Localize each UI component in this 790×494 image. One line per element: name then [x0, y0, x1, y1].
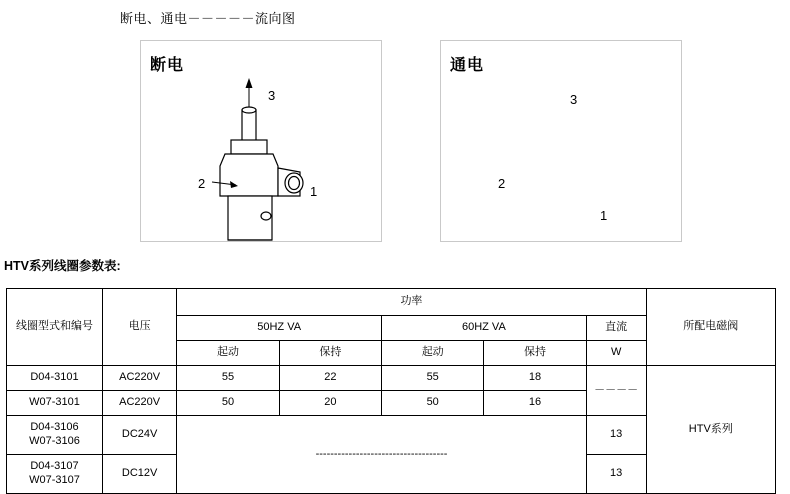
header-60hz-hold: 保持: [484, 341, 586, 366]
cell-model: W07-3101: [7, 391, 103, 416]
header-valve: 所配电磁阀: [646, 289, 775, 366]
header-power: 功率: [177, 289, 646, 316]
label-port1-right: 1: [600, 208, 608, 223]
table-row: [7, 366, 776, 391]
valve-left: [212, 78, 303, 240]
cell-voltage: DC12V: [102, 455, 176, 494]
cell-model: [7, 416, 103, 455]
header-dc-unit: W: [586, 341, 646, 366]
cell-valve-series: HTV系列: [646, 366, 775, 494]
cell-50hz-hold: 22: [279, 366, 381, 391]
table-header-row-1: [7, 289, 776, 316]
cell-model-line1: D04-3107: [30, 460, 79, 473]
header-model: 线圈型式和编号: [7, 289, 103, 366]
section-title: HTV系列线圈参数表:: [4, 259, 121, 273]
diagram-title-energized: 通电: [450, 57, 485, 74]
header-60hz-start: 起动: [382, 341, 484, 366]
cell-50hz-start: 50: [177, 391, 279, 416]
header-50hz-start: 起动: [177, 341, 279, 366]
cell-model-line2: W07-3107: [29, 474, 80, 486]
cell-model-line1: D04-3106: [30, 421, 79, 434]
cell-60hz-hold: 18: [484, 366, 586, 391]
cell-50hz-start: 55: [177, 366, 279, 391]
header-50hz-hold: 保持: [279, 341, 381, 366]
header-60hz: 60HZ VA: [382, 316, 587, 341]
cell-model: [7, 455, 103, 494]
cell-voltage: AC220V: [102, 391, 176, 416]
cell-model: D04-3101: [7, 366, 103, 391]
cell-dc: 13: [586, 416, 646, 455]
cell-dc: 13: [586, 455, 646, 494]
cell-dc: －－－－: [586, 366, 646, 416]
coil-parameters-table: [6, 288, 776, 494]
header-dc: 直流: [586, 316, 646, 341]
cell-60hz-start: 50: [382, 391, 484, 416]
cell-voltage: AC220V: [102, 366, 176, 391]
label-port1-left: 1: [310, 184, 318, 199]
label-port3-right: 3: [570, 92, 578, 107]
label-port3-left: 3: [268, 88, 276, 103]
label-port2-left: 2: [198, 176, 206, 191]
cell-60hz-hold: 16: [484, 391, 586, 416]
cell-50hz-hold: 20: [279, 391, 381, 416]
header-voltage: 电压: [102, 289, 176, 366]
diagram-title-deenergized: 断电: [150, 57, 185, 74]
cell-model-line2: W07-3106: [29, 435, 80, 447]
cell-voltage: DC24V: [102, 416, 176, 455]
label-port2-right: 2: [498, 176, 506, 191]
cell-60hz-start: 55: [382, 366, 484, 391]
header-50hz: 50HZ VA: [177, 316, 382, 341]
page-caption: 断电、通电－－－－－流向图: [120, 11, 296, 26]
cell-ac-not-applicable: ------------------------------------: [177, 416, 586, 494]
